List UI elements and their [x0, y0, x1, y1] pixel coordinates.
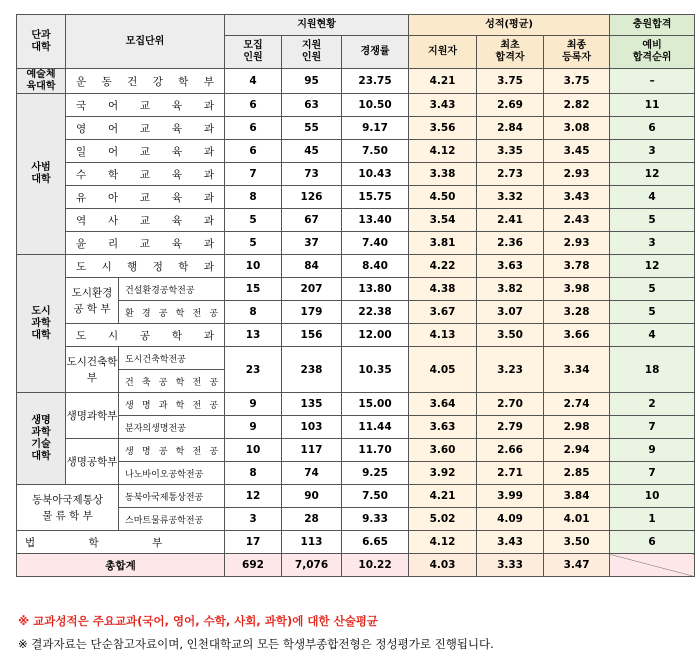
table-row: [17, 209, 695, 232]
quota-cell: 3: [225, 508, 282, 531]
ratio-cell: 9.25: [342, 462, 409, 485]
applicant-score-cell: 3.38: [409, 163, 477, 186]
total-label: 총합계: [17, 554, 225, 577]
waitlist-cell: 18: [610, 347, 695, 393]
unit-cell: 건 축 공 학 전 공: [119, 370, 225, 393]
ratio-cell: 22.38: [342, 301, 409, 324]
table-row: [17, 255, 695, 278]
total-ratio: 10.22: [342, 554, 409, 577]
applicant-score-cell: 5.02: [409, 508, 477, 531]
table-row: [17, 324, 695, 347]
final-reg-score-cell: 2.93: [544, 163, 610, 186]
applicants-cell: 156: [282, 324, 342, 347]
quota-cell: 17: [225, 531, 282, 554]
ratio-cell: 6.65: [342, 531, 409, 554]
header-applicant-score: 지원자: [409, 36, 477, 69]
header-ratio: 경쟁률: [342, 36, 409, 69]
applicant-score-cell: 4.21: [409, 485, 477, 508]
quota-cell: 23: [225, 347, 282, 393]
ratio-cell: 11.70: [342, 439, 409, 462]
header-unit: 모집단위: [66, 15, 225, 69]
waitlist-cell: 11: [610, 94, 695, 117]
applicants-cell: 73: [282, 163, 342, 186]
applicant-score-cell: 3.60: [409, 439, 477, 462]
unit-cell: 나노바이오공학전공: [119, 462, 225, 485]
waitlist-cell: 7: [610, 462, 695, 485]
unit-cell: 수 학 교 육 과: [66, 163, 225, 186]
unit-cell: 유 아 교 육 과: [66, 186, 225, 209]
first-pass-score-cell: 3.32: [477, 186, 544, 209]
header-first-pass-score: 최초 합격자: [477, 36, 544, 69]
group-architecture: 도시건축학 부: [66, 347, 119, 393]
applicants-cell: 74: [282, 462, 342, 485]
table-row: [17, 347, 695, 370]
final-reg-score-cell: 3.45: [544, 140, 610, 163]
final-reg-score-cell: 4.01: [544, 508, 610, 531]
applicants-cell: 90: [282, 485, 342, 508]
total-first-pass-score: 3.33: [477, 554, 544, 577]
table-row: [17, 117, 695, 140]
waitlist-cell: 4: [610, 186, 695, 209]
waitlist-cell: 10: [610, 485, 695, 508]
table-row: [17, 140, 695, 163]
waitlist-cell: 7: [610, 416, 695, 439]
total-waitlist-empty: [610, 554, 695, 577]
table-row: [17, 393, 695, 416]
waitlist-cell: 6: [610, 531, 695, 554]
unit-cell: 스마트물류공학전공: [119, 508, 225, 531]
header-quota: 모집 인원: [225, 36, 282, 69]
first-pass-score-cell: 2.71: [477, 462, 544, 485]
table-row: [17, 232, 695, 255]
first-pass-score-cell: 3.35: [477, 140, 544, 163]
applicant-score-cell: 3.92: [409, 462, 477, 485]
quota-cell: 10: [225, 255, 282, 278]
applicant-score-cell: 4.38: [409, 278, 477, 301]
waitlist-cell: 5: [610, 278, 695, 301]
first-pass-score-cell: 3.23: [477, 347, 544, 393]
waitlist-cell: 12: [610, 163, 695, 186]
total-row: [17, 554, 695, 577]
applicants-cell: 95: [282, 69, 342, 94]
applicant-score-cell: 4.22: [409, 255, 477, 278]
table-row: [17, 186, 695, 209]
total-quota: 692: [225, 554, 282, 577]
quota-cell: 7: [225, 163, 282, 186]
ratio-cell: 9.33: [342, 508, 409, 531]
table-row: [17, 485, 695, 508]
ratio-cell: 15.75: [342, 186, 409, 209]
table-row: [17, 462, 695, 485]
first-pass-score-cell: 2.69: [477, 94, 544, 117]
quota-cell: 6: [225, 117, 282, 140]
final-reg-score-cell: 3.66: [544, 324, 610, 347]
first-pass-score-cell: 2.41: [477, 209, 544, 232]
first-pass-score-cell: 3.07: [477, 301, 544, 324]
final-reg-score-cell: 2.93: [544, 232, 610, 255]
ratio-cell: 13.40: [342, 209, 409, 232]
waitlist-cell: 3: [610, 140, 695, 163]
unit-cell: 일 어 교 육 과: [66, 140, 225, 163]
applicants-cell: 55: [282, 117, 342, 140]
applicants-cell: 179: [282, 301, 342, 324]
quota-cell: 6: [225, 94, 282, 117]
ratio-cell: 13.80: [342, 278, 409, 301]
header-waitlist-rank: 예비 합격순위: [610, 36, 695, 69]
waitlist-cell: 5: [610, 301, 695, 324]
quota-cell: 5: [225, 232, 282, 255]
ratio-cell: 23.75: [342, 69, 409, 94]
unit-cell: 환 경 공 학 전 공: [119, 301, 225, 324]
ratio-cell: 12.00: [342, 324, 409, 347]
final-reg-score-cell: 2.85: [544, 462, 610, 485]
waitlist-cell: 4: [610, 324, 695, 347]
header-college: 단과 대학: [17, 15, 66, 69]
first-pass-score-cell: 2.73: [477, 163, 544, 186]
applicants-cell: 28: [282, 508, 342, 531]
table-row: [17, 69, 695, 94]
final-reg-score-cell: 3.78: [544, 255, 610, 278]
first-pass-score-cell: 2.36: [477, 232, 544, 255]
quota-cell: 9: [225, 393, 282, 416]
ratio-cell: 7.50: [342, 485, 409, 508]
final-reg-score-cell: 3.28: [544, 301, 610, 324]
first-pass-score-cell: 3.82: [477, 278, 544, 301]
applicants-cell: 207: [282, 278, 342, 301]
ratio-cell: 7.50: [342, 140, 409, 163]
unit-cell: 분자의생명전공: [119, 416, 225, 439]
final-reg-score-cell: 2.82: [544, 94, 610, 117]
applicant-score-cell: 3.63: [409, 416, 477, 439]
applicant-score-cell: 3.54: [409, 209, 477, 232]
final-reg-score-cell: 3.34: [544, 347, 610, 393]
applicant-score-cell: 4.50: [409, 186, 477, 209]
final-reg-score-cell: 3.43: [544, 186, 610, 209]
table-row: [17, 508, 695, 531]
quota-cell: 8: [225, 301, 282, 324]
final-reg-score-cell: 2.43: [544, 209, 610, 232]
total-applicant-score: 4.03: [409, 554, 477, 577]
ratio-cell: 10.35: [342, 347, 409, 393]
applicant-score-cell: 3.56: [409, 117, 477, 140]
applicant-score-cell: 4.05: [409, 347, 477, 393]
applicants-cell: 113: [282, 531, 342, 554]
college-law: 법 학 부: [17, 531, 225, 554]
group-biology: 생명과학부: [66, 393, 119, 439]
unit-cell: 영 어 교 육 과: [66, 117, 225, 140]
applicants-cell: 37: [282, 232, 342, 255]
header-scores-group: 성적(평균): [409, 15, 610, 36]
final-reg-score-cell: 2.98: [544, 416, 610, 439]
applicants-cell: 63: [282, 94, 342, 117]
applicant-score-cell: 4.12: [409, 140, 477, 163]
quota-cell: 8: [225, 186, 282, 209]
applicant-score-cell: 3.64: [409, 393, 477, 416]
college-northeast-asia: 동북아국제통상 물 류 학 부: [17, 485, 119, 531]
note-grade-calculation: ※ 교과성적은 주요교과(국어, 영어, 수학, 사회, 과학)에 대한 산술평균: [18, 614, 379, 628]
applicant-score-cell: 4.12: [409, 531, 477, 554]
unit-cell: 도 시 공 학 과: [66, 324, 225, 347]
college-urban-science: 도시 과학 대학: [17, 255, 66, 393]
applicants-cell: 135: [282, 393, 342, 416]
first-pass-score-cell: 3.43: [477, 531, 544, 554]
applicant-score-cell: 3.67: [409, 301, 477, 324]
waitlist-cell: 6: [610, 117, 695, 140]
first-pass-score-cell: 2.79: [477, 416, 544, 439]
unit-cell: 윤 리 교 육 과: [66, 232, 225, 255]
table-row: [17, 278, 695, 301]
first-pass-score-cell: 3.50: [477, 324, 544, 347]
first-pass-score-cell: 2.66: [477, 439, 544, 462]
first-pass-score-cell: 2.84: [477, 117, 544, 140]
ratio-cell: 9.17: [342, 117, 409, 140]
quota-cell: 6: [225, 140, 282, 163]
admissions-table: [16, 14, 695, 577]
table-row: [17, 163, 695, 186]
first-pass-score-cell: 3.63: [477, 255, 544, 278]
ratio-cell: 11.44: [342, 416, 409, 439]
quota-cell: 10: [225, 439, 282, 462]
final-reg-score-cell: 3.08: [544, 117, 610, 140]
ratio-cell: 10.50: [342, 94, 409, 117]
quota-cell: 8: [225, 462, 282, 485]
applicant-score-cell: 3.81: [409, 232, 477, 255]
applicants-cell: 238: [282, 347, 342, 393]
applicant-score-cell: 3.43: [409, 94, 477, 117]
header-additional-group: 충원합격: [610, 15, 695, 36]
waitlist-cell: 5: [610, 209, 695, 232]
quota-cell: 13: [225, 324, 282, 347]
applicant-score-cell: 4.13: [409, 324, 477, 347]
applicants-cell: 45: [282, 140, 342, 163]
group-env-eng: 도시환경 공 학 부: [66, 278, 119, 324]
header-applicants-group: 지원현황: [225, 15, 409, 36]
unit-cell: 도 시 행 정 학 과: [66, 255, 225, 278]
unit-cell: 역 사 교 육 과: [66, 209, 225, 232]
table-row: [17, 301, 695, 324]
table-row: [17, 439, 695, 462]
quota-cell: 9: [225, 416, 282, 439]
waitlist-cell: 9: [610, 439, 695, 462]
unit-cell: 건설환경공학전공: [119, 278, 225, 301]
header-applicants: 지원 인원: [282, 36, 342, 69]
applicant-score-cell: 4.21: [409, 69, 477, 94]
college-arts: 예술체 육대학: [17, 69, 66, 94]
unit-cell: 생 명 과 학 전 공: [119, 393, 225, 416]
unit-cell: 도시건축학전공: [119, 347, 225, 370]
ratio-cell: 10.43: [342, 163, 409, 186]
quota-cell: 15: [225, 278, 282, 301]
first-pass-score-cell: 3.99: [477, 485, 544, 508]
final-reg-score-cell: 3.98: [544, 278, 610, 301]
college-life-science: 생명 과학 기술 대학: [17, 393, 66, 485]
final-reg-score-cell: 3.75: [544, 69, 610, 94]
note-reference-disclaimer: ※ 결과자료는 단순참고자료이며, 인천대학교의 모든 학생부종합전형은 정성평가로 진행됩니다.: [18, 637, 494, 651]
waitlist-cell: 1: [610, 508, 695, 531]
unit-cell: 운 동 건 강 학 부: [66, 69, 225, 94]
applicants-cell: 103: [282, 416, 342, 439]
applicants-cell: 126: [282, 186, 342, 209]
applicants-cell: 67: [282, 209, 342, 232]
total-applicants: 7,076: [282, 554, 342, 577]
table-row: [17, 94, 695, 117]
unit-cell: 국 어 교 육 과: [66, 94, 225, 117]
first-pass-score-cell: 3.75: [477, 69, 544, 94]
table-row: [17, 531, 695, 554]
final-reg-score-cell: 3.50: [544, 531, 610, 554]
unit-cell: 생 명 공 학 전 공: [119, 439, 225, 462]
waitlist-cell: 3: [610, 232, 695, 255]
table-row: [17, 416, 695, 439]
college-education: 사범 대학: [17, 94, 66, 255]
total-final-reg-score: 3.47: [544, 554, 610, 577]
unit-cell: 동북아국제통상전공: [119, 485, 225, 508]
first-pass-score-cell: 2.70: [477, 393, 544, 416]
group-bioengineering: 생명공학부: [66, 439, 119, 485]
ratio-cell: 8.40: [342, 255, 409, 278]
quota-cell: 4: [225, 69, 282, 94]
quota-cell: 12: [225, 485, 282, 508]
first-pass-score-cell: 4.09: [477, 508, 544, 531]
waitlist-cell: –: [610, 69, 695, 94]
waitlist-cell: 2: [610, 393, 695, 416]
final-reg-score-cell: 2.94: [544, 439, 610, 462]
ratio-cell: 15.00: [342, 393, 409, 416]
applicants-cell: 84: [282, 255, 342, 278]
quota-cell: 5: [225, 209, 282, 232]
final-reg-score-cell: 2.74: [544, 393, 610, 416]
waitlist-cell: 12: [610, 255, 695, 278]
header-final-reg-score: 최종 등록자: [544, 36, 610, 69]
ratio-cell: 7.40: [342, 232, 409, 255]
final-reg-score-cell: 3.84: [544, 485, 610, 508]
applicants-cell: 117: [282, 439, 342, 462]
